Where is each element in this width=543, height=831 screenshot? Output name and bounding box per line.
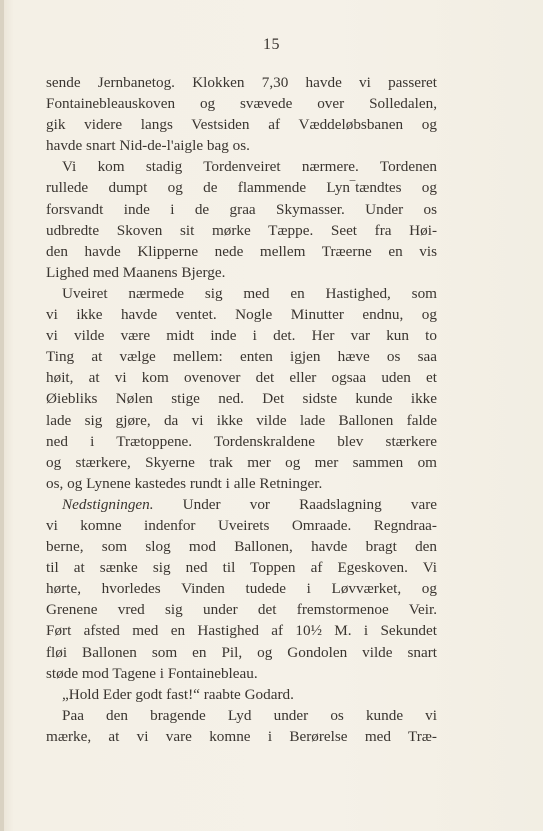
text-line: Uveiret nærmede sig med en Hastighed, som — [62, 284, 437, 302]
text-line: Øiebliks Nølen stige ned. Det sidste kunde ikke — [46, 390, 437, 408]
text-line: Ført afsted med en Hastighed af 10½ M. i Sekundet — [46, 622, 437, 640]
text-line: rullede dumpt og de flammende Lyn‾tændtes og — [46, 179, 437, 197]
body-text — [46, 72, 437, 747]
text-line: høit, at vi kom ovenover det eller ogsaa uden et — [46, 369, 437, 387]
text-line: Vi kom stadig Tordenveiret nærmere. Tordenen — [62, 158, 437, 176]
text-line: Lighed med Maanens Bjerge. — [46, 263, 226, 281]
text-line: vi vilde være midt inde i det. Her var kun to — [46, 327, 437, 345]
text-line: berne, som slog mod Ballonen, havde bragt den — [46, 538, 437, 556]
text-line: os, og Lynene kastedes rundt i alle Retninger. — [46, 474, 323, 492]
text-line: Ting at vælge mellem: enten igjen hæve os saa — [46, 348, 437, 366]
text-line: lade sig gjøre, da vi ikke vilde lade Ballonen falde — [46, 411, 437, 429]
text-line: Paa den bragende Lyd under os kunde vi — [62, 706, 437, 724]
text-line: sende Jernbanetog. Klokken 7,30 havde vi passeret — [46, 74, 437, 91]
text-line: gik videre langs Vestsiden af Væddeløbsbanen og — [46, 116, 437, 134]
text-line-section — [46, 494, 437, 515]
text-line: „Hold Eder godt fast!“ raabte Godard. — [62, 685, 294, 703]
text-line: den havde Klipperne nede mellem Træerne en vis — [46, 242, 437, 260]
text-line: og stærkere, Skyerne trak mer og mer sammen om — [46, 453, 437, 471]
text-line: havde snart Nid-de-l'aigle bag os. — [46, 137, 250, 155]
text-line: til at sænke sig ned til Toppen af Egeskoven. Vi — [46, 559, 437, 577]
text-line: Fontainebleauskoven og svævede over Solledalen, — [46, 95, 437, 113]
text-line: ned i Trætoppene. Tordenskraldene blev stærkere — [46, 432, 437, 450]
text-line: vi ikke havde ventet. Nogle Minutter endnu, og — [46, 306, 437, 324]
text-line: vi komne indenfor Uveirets Omraade. Regndraa- — [46, 516, 437, 534]
text-line: Grenene vred sig under det fremstormenoe Veir. — [46, 601, 437, 619]
text-line: hørte, hvorledes Vinden tudede i Løvværket, og — [46, 580, 437, 598]
page-binding-edge — [0, 0, 4, 831]
text-line: udbredte Skoven sit mørke Tæppe. Seet fra Høi- — [46, 221, 437, 239]
text-line: fløi Ballonen som en Pil, og Gondolen vilde snart — [46, 643, 437, 661]
page-number: 15 — [263, 36, 280, 53]
section-heading: Nedstigningen. — [62, 495, 154, 513]
section-text: Under vor Raadslagning vare — [182, 495, 437, 513]
text-line: støde mod Tagene i Fontainebleau. — [46, 664, 258, 682]
text-line: forsvandt inde i de graa Skymasser. Under os — [46, 200, 437, 218]
text-line: mærke, at vi vare komne i Berørelse med Træ- — [46, 727, 437, 745]
